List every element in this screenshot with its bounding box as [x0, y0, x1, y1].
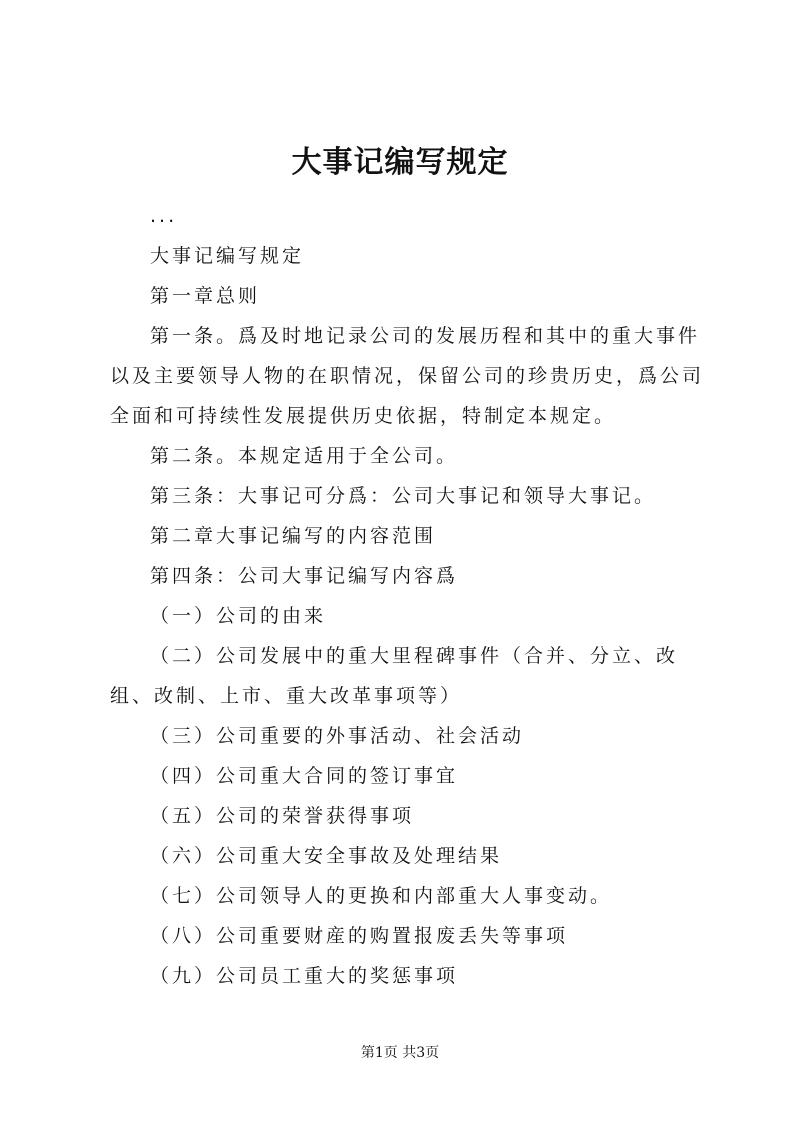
document-title: 大事记编写规定: [291, 145, 509, 180]
article-paragraph: 第三条：大事记可分爲：公司大事记和领导大事记。: [150, 485, 657, 507]
article-paragraph: 第四条：公司大事记编写内容爲: [150, 565, 459, 587]
list-item: （一）公司的由来: [150, 605, 327, 627]
article-paragraph: 第一条。爲及时地记录公司的发展历程和其中的重大事件以及主要领导人物的在职情况，保留公司的珍贵历史，爲公司全面和可持续性发展提供历史依据，特制定本规定。: [110, 325, 705, 427]
list-item: （四）公司重大合同的签订事宜: [150, 765, 459, 787]
paragraph-subtitle: 大事记编写规定: [150, 245, 305, 267]
document-body: [110, 196, 710, 996]
list-item: （六）公司重大安全事故及处理结果: [150, 845, 503, 867]
article-paragraph: 第二条。本规定适用于全公司。: [150, 445, 459, 467]
list-item: （三）公司重要的外事活动、社会活动: [150, 725, 525, 747]
page-footer: 第1页 共3页: [360, 1045, 440, 1061]
list-item: （五）公司的荣誉获得事项: [150, 805, 415, 827]
ellipsis-line: ...: [150, 205, 178, 227]
list-item: （二）公司发展中的重大里程碑事件（合并、分立、改组、改制、上市、重大改革事项等）: [110, 645, 679, 707]
list-item: （七）公司领导人的更换和内部重大人事变动。: [150, 885, 613, 907]
list-item: （九）公司员工重大的奖惩事项: [150, 965, 459, 987]
list-item: （八）公司重要财産的购置报废丢失等事项: [150, 925, 569, 947]
chapter-heading: 第一章总则: [150, 285, 261, 307]
chapter-heading: 第二章大事记编写的内容范围: [150, 525, 437, 547]
